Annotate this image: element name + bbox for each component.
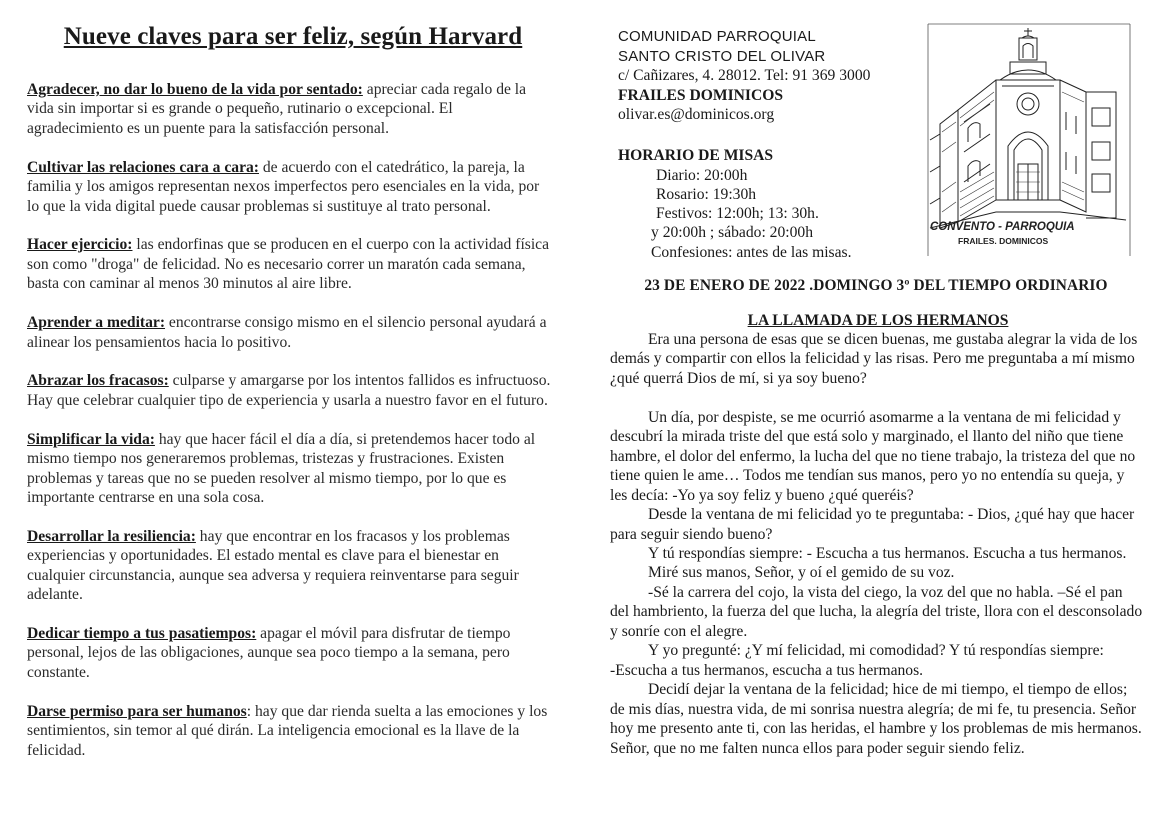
left-column xyxy=(27,22,551,779)
parish-order: FRAILES DOMINICOS xyxy=(618,86,784,104)
parish-email: olivar.es@dominicos.org xyxy=(618,106,775,123)
key-body: : hay que dar rienda suelta a las emociones y los sentimientos, sin temor al qué dirán. La inteligencia emocional es la llave de la felicidad. xyxy=(27,702,548,759)
key-body: de acuerdo con el catedrático, la pareja, la familia y los amigos representan nexos imperfectos pero esenciales en la vida, por lo que la vida digital puede causar problemas si sustituye al trato personal. xyxy=(27,158,540,215)
schedule-line: Rosario: 19:30h xyxy=(656,185,757,203)
key-body: hay que hacer fácil el día a día, si pretendemos hacer todo al mismo tiempo nos generaremos problemas, tristezas y frustraciones. Existen problemas y tareas que no se pueden resolver al mismo tiempo, por lo que es importante centrarse en una sola cosa. xyxy=(27,430,536,506)
story-paragraph: Miré sus manos, Señor, y oí el gemido de su voz. xyxy=(648,564,955,582)
key-item xyxy=(27,430,551,508)
key-item xyxy=(27,235,551,293)
parish-address: c/ Cañizares, 4. 28012. Tel: 91 369 3000 xyxy=(618,67,871,84)
key-body: apreciar cada regalo de la vida sin importar si es grande o pequeño, rutinario o excepcional. El agradecimiento es un puente para la satisfacción personal. xyxy=(27,81,527,137)
key-item xyxy=(27,158,551,216)
schedule-line: Festivos: 12:00h; 13: 30h. xyxy=(656,205,819,223)
story-title: LA LLAMADA DE LOS HERMANOS xyxy=(747,312,1009,329)
parish-name-line1: COMUNIDAD PARROQUIAL xyxy=(618,28,816,45)
key-heading: Simplificar la vida: xyxy=(27,430,155,448)
key-item xyxy=(27,371,551,410)
schedule-line: Confesiones: antes de las misas. xyxy=(651,243,852,261)
story-body xyxy=(610,330,1144,758)
key-item xyxy=(27,624,551,682)
key-body: apagar el móvil para disfrutar de tiempo personal, lejos de las obligaciones, aunque sea poco tiempo a la semana, pero constante. xyxy=(27,625,511,681)
key-heading: Dedicar tiempo a tus pasatiempos: xyxy=(27,625,257,643)
key-item xyxy=(27,702,551,760)
key-item xyxy=(27,80,551,138)
key-body: culparse y amargarse por los intentos fallidos es infructuoso. Hay que celebrar cualquier tipo de experiencia y usarla a nuestro favor en el futuro. xyxy=(27,372,551,409)
key-heading: Desarrollar la resiliencia: xyxy=(27,527,196,545)
article-title: Nueve claves para ser feliz, según Harvard xyxy=(63,23,523,50)
convent-drawing xyxy=(926,22,1132,258)
convent-caption-2: FRAILES. DOMINICOS xyxy=(958,236,1049,246)
story-paragraph: Decidí dejar la ventana de la felicidad; hice de mi tiempo, el tiempo de ellos; de mis días, nuestra vida, de mi sonrisa nuestra alegría; de mi fe, tu presencia. Señor hoy me presento ante ti, con las heridas, el hambre y los problemas de mis hermanos. Señor, que no me falten nunca ellos para poder seguir siendo feliz. xyxy=(610,681,1142,757)
key-heading: Agradecer, no dar lo bueno de la vida por sentado: xyxy=(27,81,363,98)
key-body: hay que encontrar en los fracasos y los problemas experiencias y oportunidades. El estado mental es clave para el bienestar en cualquier circunstancia, aunque sea adversa y requiera reinventarse para seguir adelante. xyxy=(27,527,519,604)
story-paragraph: Era una persona de esas que se dicen buenas, me gustaba alegrar la vida de los demás y compartir con ellos la felicidad y las risas. Pero me preguntaba a mí mismo ¿qué querrá Dios de mí, si ya soy bueno? xyxy=(610,331,1138,387)
key-body: encontrarse consigo mismo en el silencio personal ayudará a alinear los pensamientos hacia lo positivo. xyxy=(27,314,547,351)
schedule-line: y 20:00h ; sábado: 20:00h xyxy=(651,224,813,242)
date-line: 23 DE ENERO DE 2022 .DOMINGO 3º DEL TIEMPO ORDINARIO xyxy=(644,277,1108,294)
key-heading: Darse permiso para ser humanos xyxy=(27,702,247,720)
key-heading: Aprender a meditar: xyxy=(27,314,166,332)
schedule-line: Diario: 20:00h xyxy=(656,166,748,184)
key-body: las endorfinas que se producen en el cuerpo con la actividad física son como "droga" de felicidad. No es necesario correr un maratón cada semana, basta con caminar al menos 30 minutos al aire libre. xyxy=(27,236,550,293)
schedule-title: HORARIO DE MISAS xyxy=(618,147,774,164)
story-paragraph: -Sé la carrera del cojo, la vista del ciego, la voz del que no habla. –Sé el pan del hambriento, la fuerza del que lucha, la alegría del triste, llora con el desconsolado y sonríe con el alegre. xyxy=(610,583,1143,640)
key-heading: Cultivar las relaciones cara a cara: xyxy=(27,158,259,176)
story-paragraph: Y tú respondías siempre: - Escucha a tus hermanos. Escucha a tus hermanos. xyxy=(648,544,1127,562)
story-paragraph: Un día, por despiste, se me ocurrió asomarme a la ventana de mi felicidad y descubrí la mirada triste del que está solo y marginado, el llanto del niño que tiene hambre, el dolor del enfermo, la lucha del que no tiene trabajo, la tristeza del que no tiene quien le ame… Todos me tendían sus manos, pero yo no entendía su queja, y les decía: -Yo ya soy feliz y bueno ¿qué queréis? xyxy=(610,408,1136,504)
parish-header xyxy=(618,27,918,125)
story-paragraph: Desde la ventana de mi felicidad yo te preguntaba: - Dios, ¿qué hay que hacer para seguir siendo bueno? xyxy=(610,506,1135,543)
key-heading: Abrazar los fracasos: xyxy=(27,372,169,390)
key-heading: Hacer ejercicio: xyxy=(27,236,133,254)
convent-caption-1: CONVENTO - PARROQUIA xyxy=(930,221,1075,233)
story-paragraph: Y yo pregunté: ¿Y mí felicidad, mi comodidad? Y tú respondías siempre: xyxy=(648,642,1104,660)
key-item xyxy=(27,527,551,605)
parish-name-line2: SANTO CRISTO DEL OLIVAR xyxy=(618,47,826,65)
story-paragraph: -Escucha a tus hermanos, escucha a tus hermanos. xyxy=(610,661,924,679)
key-item xyxy=(27,313,551,352)
mass-schedule xyxy=(618,146,918,262)
